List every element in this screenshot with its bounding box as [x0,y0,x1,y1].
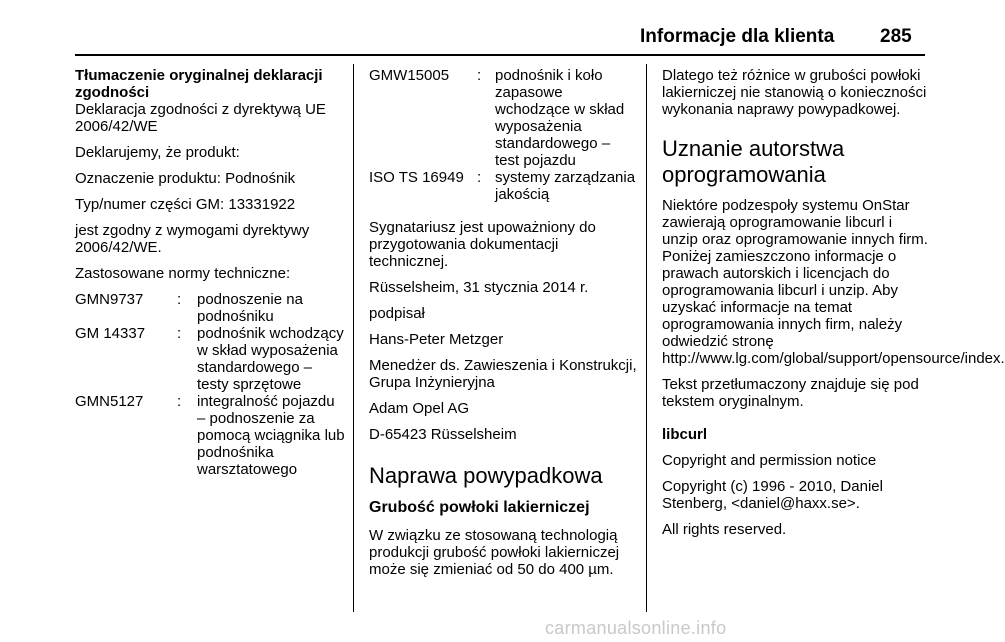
standard-code: GMN5127 [75,393,144,410]
company-name: Adam Opel AG [369,400,470,417]
signatory-name: Hans-Peter Metzger [369,331,504,348]
standard-description: podnośnik wchodzący w skład wyposażenia standardowego – testy sprzętowe [197,325,344,393]
watermark: carmanualsonline.info [545,618,727,638]
header-rule [75,54,925,56]
subsection-title-paint: Grubość powłoki lakierniczej [369,499,590,516]
column-divider-2 [646,64,647,612]
column-2 [369,67,637,587]
standard-separator: : [477,67,482,84]
standard-row [369,67,637,169]
continuation-text: Dlatego też różnice w grubości powłoki lakierniczej nie stanowią o konieczności wykonania naprawy powypadkowej. [662,67,927,118]
standard-code: GMW15005 [369,67,450,84]
part-number: Typ/numer części GM: 13331922 [75,196,296,213]
declaration-heading: Tłumaczenie oryginalnej deklaracji zgodności [75,67,323,101]
compliance-text: jest zgodny z wymogami dyrektywy 2006/42/WE. [75,222,310,256]
translation-note: Tekst przetłumaczony znajduje się pod tekstem oryginalnym. [662,376,919,410]
libcurl-title: libcurl [662,426,708,443]
header-title: Informacje dla klienta [640,26,835,47]
paint-thickness-text: W związku ze stosowaną technologią produkcji grubość powłoki lakierniczej może się zmieniać od 50 do 400 µm. [369,527,620,578]
standard-description: integralność pojazdu – podnoszenie za pomocą wciągnika lub podnośnika warsztatowego [197,393,345,478]
standard-description: podnoszenie na podnośniku [197,291,303,325]
standard-separator: : [177,393,182,410]
place-date: Rüsselsheim, 31 stycznia 2014 r. [369,279,589,296]
declare-text: Deklarujemy, że produkt: [75,144,240,161]
company-address: D-65423 Rüsselsheim [369,426,517,443]
standard-row [369,169,637,203]
standard-code: GMN9737 [75,291,144,308]
standard-separator: : [177,291,182,308]
standard-separator: : [177,325,182,342]
column-divider-1 [353,64,354,612]
page-number: 285 [880,26,912,47]
copyright-text: Copyright (c) 1996 - 2010, Daniel Stenberg, <daniel@haxx.se>. [662,478,883,512]
signatory-text: Sygnatariusz jest upoważniony do przygotowania dokumentacji technicznej. [369,219,596,270]
column-1 [75,67,345,478]
signatory-role: Menedżer ds. Zawieszenia i Konstrukcji, Grupa Inżynieryjna [369,357,637,391]
standard-row [75,325,345,393]
section-title-repair: Naprawa powypadkowa [369,463,603,488]
permission-notice: Copyright and permission notice [662,452,877,469]
software-intro: Niektóre podzespoły systemu OnStar zawierają oprogramowanie libcurl i unzip oraz oprogramowanie innych firm. Poniżej zamieszczono informacje o prawach autorskich i licencjach do oprogramowania libcurl i unzip. Aby uzyskać informacje na temat oprogramowania innych firm, należy odwiedzić stronę http://www.lg.com/global/support/opensource/index. [662,197,1005,367]
standard-row [75,393,345,478]
signed-label: podpisał [369,305,425,322]
column-3 [662,67,1005,547]
standard-code: ISO TS 16949 [369,169,464,186]
standard-description: systemy zarządzania jakością [495,169,636,203]
standard-description: podnośnik i koło zapasowe wchodzące w skład wyposażenia standardowego – test pojazdu [495,67,625,169]
standard-code: GM 14337 [75,325,146,342]
section-title-software: Uznanie autorstwa oprogramowania [662,136,845,187]
product-name: Oznaczenie produktu: Podnośnik [75,170,296,187]
standard-separator: : [477,169,482,186]
rights-text: All rights reserved. [662,521,787,538]
declaration-intro: Deklaracja zgodności z dyrektywą UE 2006/42/WE [75,101,326,135]
standard-row [75,291,345,325]
standards-label: Zastosowane normy techniczne: [75,265,291,282]
